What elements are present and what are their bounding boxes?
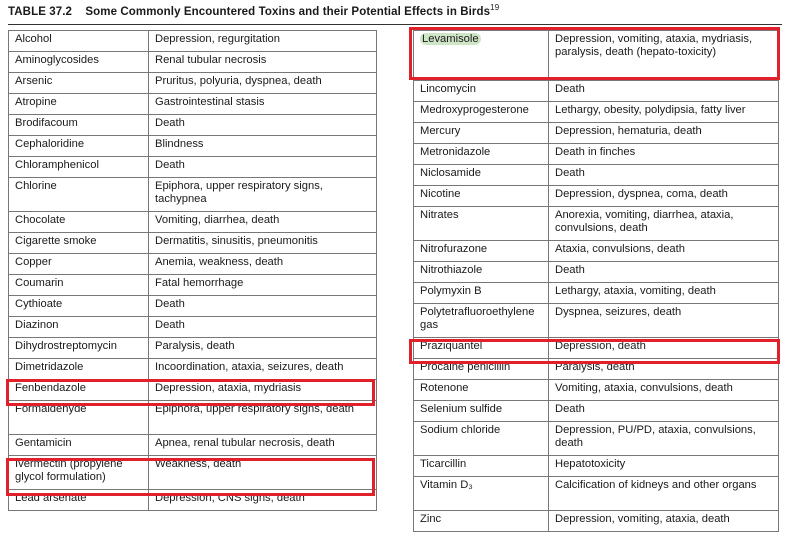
toxin-name-cell xyxy=(9,94,149,115)
toxin-effect-cell: Paralysis, death xyxy=(549,359,779,380)
toxin-effect-cell: Death xyxy=(549,262,779,283)
toxin-name-cell xyxy=(9,359,149,380)
toxin-effect-cell: Ataxia, convulsions, death xyxy=(549,241,779,262)
table-row xyxy=(414,380,779,401)
toxin-name-cell xyxy=(414,165,549,186)
toxin-effect-cell: Depression, hematuria, death xyxy=(549,123,779,144)
table-row xyxy=(9,317,377,338)
table-row xyxy=(414,304,779,338)
table-row xyxy=(9,380,377,401)
toxin-name-cell xyxy=(9,380,149,401)
table-row xyxy=(414,241,779,262)
toxin-name-cell xyxy=(9,136,149,157)
toxin-effect-cell: Blindness xyxy=(149,136,377,157)
toxin-effect-cell: Fatal hemorrhage xyxy=(149,275,377,296)
toxin-effect-cell: Dermatitis, sinusitis, pneumonitis xyxy=(149,233,377,254)
table-row xyxy=(9,401,377,435)
table-number: TABLE 37.2 xyxy=(8,5,73,18)
toxin-name-cell xyxy=(414,477,549,511)
toxin-effect-cell: Depression, PU/PD, ataxia, convulsions, death xyxy=(549,422,779,456)
toxin-table-left xyxy=(8,30,377,511)
toxin-effect-cell: Depression, regurgitation xyxy=(149,31,377,52)
table-row xyxy=(414,401,779,422)
table-row xyxy=(414,123,779,144)
table-row xyxy=(9,73,377,94)
toxin-name: Procaine penicillin xyxy=(420,361,511,373)
toxin-name-cell xyxy=(9,212,149,233)
table-row xyxy=(414,81,779,102)
toxin-name-cell xyxy=(9,456,149,490)
toxin-name-cell xyxy=(9,233,149,254)
toxin-name-cell xyxy=(9,296,149,317)
toxin-name: Chlorine xyxy=(15,180,57,192)
toxin-name-cell xyxy=(414,144,549,165)
toxin-effect-cell: Death xyxy=(549,401,779,422)
toxin-effect-cell: Calcification of kidneys and other organs xyxy=(549,477,779,511)
toxin-effect-cell: Death xyxy=(149,157,377,178)
table-row xyxy=(414,456,779,477)
toxin-name-cell xyxy=(414,456,549,477)
table-row xyxy=(9,490,377,511)
toxin-name: Chocolate xyxy=(15,214,66,226)
toxin-name: Ticarcillin xyxy=(420,458,467,470)
toxin-name: Arsenic xyxy=(15,75,53,87)
table-row xyxy=(9,456,377,490)
toxin-effect-cell: Dyspnea, seizures, death xyxy=(549,304,779,338)
toxin-name: Atropine xyxy=(15,96,57,108)
toxin-effect-cell: Vomiting, diarrhea, death xyxy=(149,212,377,233)
table-row xyxy=(414,359,779,380)
toxin-name: Mercury xyxy=(420,125,461,137)
toxin-effect-cell: Gastrointestinal stasis xyxy=(149,94,377,115)
toxin-name: Lead arsenate xyxy=(15,492,87,504)
toxin-effect-cell: Depression, CNS signs, death xyxy=(149,490,377,511)
toxin-name-cell xyxy=(9,52,149,73)
toxin-name-cell xyxy=(414,207,549,241)
toxin-name: Coumarin xyxy=(15,277,64,289)
toxin-name: Polymyxin B xyxy=(420,285,482,297)
table-row xyxy=(9,359,377,380)
toxin-effect-cell: Depression, vomiting, ataxia, mydriasis, paralysis, death (hepato-toxicity) xyxy=(549,31,779,81)
toxin-name: Rotenone xyxy=(420,382,469,394)
toxin-effect-cell: Apnea, renal tubular necrosis, death xyxy=(149,435,377,456)
table-row xyxy=(414,477,779,511)
toxin-name-cell xyxy=(414,262,549,283)
toxin-effect-cell: Anemia, weakness, death xyxy=(149,254,377,275)
toxin-effect-cell: Death in finches xyxy=(549,144,779,165)
toxin-name: Levamisole xyxy=(422,33,479,45)
toxin-name: Nitrofurazone xyxy=(420,243,488,255)
toxin-effect-cell: Incoordination, ataxia, seizures, death xyxy=(149,359,377,380)
toxin-effect-cell: Renal tubular necrosis xyxy=(149,52,377,73)
table-row xyxy=(9,275,377,296)
toxin-effect-cell: Pruritus, polyuria, dyspnea, death xyxy=(149,73,377,94)
toxin-name: Medroxyprogesterone xyxy=(420,104,529,116)
toxin-name-cell xyxy=(9,275,149,296)
toxin-effect-cell: Depression, vomiting, ataxia, death xyxy=(549,511,779,532)
toxin-name-cell xyxy=(9,317,149,338)
table-row xyxy=(414,422,779,456)
toxin-name: Nitrates xyxy=(420,209,459,221)
toxin-effect-cell: Death xyxy=(149,317,377,338)
toxin-name: Copper xyxy=(15,256,52,268)
toxin-name: Alcohol xyxy=(15,33,52,45)
toxin-name-cell xyxy=(414,186,549,207)
table-row xyxy=(9,435,377,456)
table-row xyxy=(414,338,779,359)
toxin-effect-cell: Death xyxy=(549,165,779,186)
toxin-name-cell xyxy=(9,31,149,52)
toxin-name: Niclosamide xyxy=(420,167,481,179)
table-row xyxy=(414,31,779,81)
toxin-name: Formaldehyde xyxy=(15,403,87,415)
toxin-effect-cell: Depression, dyspnea, coma, death xyxy=(549,186,779,207)
toxin-name: Chloramphenicol xyxy=(15,159,99,171)
toxin-name-cell xyxy=(414,102,549,123)
table-row xyxy=(9,233,377,254)
toxin-effect-cell: Death xyxy=(149,115,377,136)
toxin-name: Selenium sulfide xyxy=(420,403,503,415)
toxin-name: Nitrothiazole xyxy=(420,264,483,276)
toxin-name: Diazinon xyxy=(15,319,59,331)
toxin-effect-cell: Paralysis, death xyxy=(149,338,377,359)
toxin-name: Zinc xyxy=(420,513,442,525)
toxin-effect-cell: Hepatotoxicity xyxy=(549,456,779,477)
toxin-effect-cell: Depression, ataxia, mydriasis xyxy=(149,380,377,401)
table-row xyxy=(9,212,377,233)
table-row xyxy=(9,338,377,359)
toxin-name-cell xyxy=(9,338,149,359)
toxin-name-cell xyxy=(9,401,149,435)
toxin-name-cell xyxy=(414,283,549,304)
toxin-name-cell xyxy=(9,490,149,511)
toxin-name: Brodifacoum xyxy=(15,117,78,129)
table-row xyxy=(414,511,779,532)
toxin-name-cell xyxy=(414,511,549,532)
toxin-name: Dimetridazole xyxy=(15,361,84,373)
toxin-effect-cell: Depression, death xyxy=(549,338,779,359)
toxin-name: Sodium chloride xyxy=(420,424,501,436)
toxin-name-cell xyxy=(414,380,549,401)
toxin-effect-cell: Death xyxy=(149,296,377,317)
toxin-name: Gentamicin xyxy=(15,437,72,449)
toxin-name-cell xyxy=(414,422,549,456)
toxin-name-cell xyxy=(414,31,549,81)
table-row xyxy=(9,254,377,275)
table-row xyxy=(9,136,377,157)
table-row xyxy=(9,296,377,317)
toxin-name-cell xyxy=(414,338,549,359)
table-row xyxy=(414,102,779,123)
toxin-effect-cell: Lethargy, obesity, polydipsia, fatty liver xyxy=(549,102,779,123)
toxin-name: Fenbendazole xyxy=(15,382,86,394)
toxin-name-cell xyxy=(414,359,549,380)
table-row xyxy=(414,262,779,283)
toxin-name-cell xyxy=(9,157,149,178)
toxin-name: Polytetrafluoroethylene gas xyxy=(420,306,535,331)
toxin-effect-cell: Vomiting, ataxia, convulsions, death xyxy=(549,380,779,401)
toxin-name: Vitamin D₃ xyxy=(420,479,473,491)
table-row xyxy=(9,178,377,212)
toxin-name-cell xyxy=(9,115,149,136)
toxin-effect-cell: Death xyxy=(549,81,779,102)
toxin-name-cell xyxy=(9,435,149,456)
table-row xyxy=(9,31,377,52)
toxin-effect-cell: Lethargy, ataxia, vomiting, death xyxy=(549,283,779,304)
toxin-name: Nicotine xyxy=(420,188,461,200)
table-title xyxy=(8,3,782,25)
toxin-name: Metronidazole xyxy=(420,146,491,158)
toxin-effect-cell: Anorexia, vomiting, diarrhea, ataxia, convulsions, death xyxy=(549,207,779,241)
toxin-name-cell xyxy=(9,254,149,275)
table-row xyxy=(9,52,377,73)
table-row xyxy=(414,186,779,207)
table-row xyxy=(414,207,779,241)
toxin-name-cell xyxy=(414,241,549,262)
toxin-name: Lincomycin xyxy=(420,83,476,95)
table-row xyxy=(9,94,377,115)
table-row xyxy=(414,165,779,186)
toxin-name: Cythioate xyxy=(15,298,63,310)
table-row xyxy=(9,115,377,136)
toxin-name-cell xyxy=(414,123,549,144)
reference-superscript: 19 xyxy=(490,3,500,12)
toxin-name-cell xyxy=(414,401,549,422)
toxin-name: Praziquantel xyxy=(420,340,483,352)
table-row xyxy=(9,157,377,178)
toxin-name: Aminoglycosides xyxy=(15,54,99,66)
table-caption: Some Commonly Encountered Toxins and their Potential Effects in Birds xyxy=(85,5,491,18)
toxin-name: Cigarette smoke xyxy=(15,235,97,247)
toxin-name-cell xyxy=(414,304,549,338)
toxin-name: Dihydrostreptomycin xyxy=(15,340,117,352)
toxin-effect-cell: Weakness, death xyxy=(149,456,377,490)
toxin-name-cell xyxy=(414,81,549,102)
toxin-name: Ivermectin (propylene glycol formulation) xyxy=(15,458,123,483)
toxin-effect-cell: Epiphora, upper respiratory signs, death xyxy=(149,401,377,435)
toxin-effect-cell: Epiphora, upper respiratory signs, tachypnea xyxy=(149,178,377,212)
table-row xyxy=(414,283,779,304)
toxin-name-cell xyxy=(9,73,149,94)
table-row xyxy=(414,144,779,165)
toxin-name-cell xyxy=(9,178,149,212)
toxin-table-right xyxy=(413,30,779,532)
toxin-name: Cephaloridine xyxy=(15,138,85,150)
